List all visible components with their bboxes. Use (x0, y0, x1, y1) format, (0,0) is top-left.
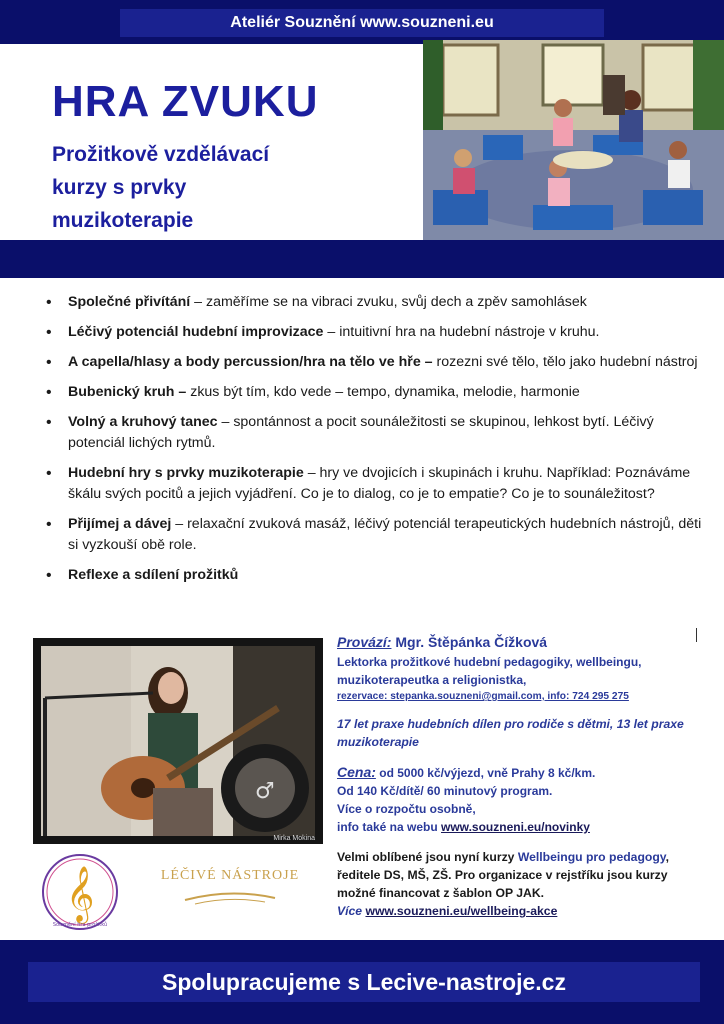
top-banner (0, 0, 724, 44)
lecturer-info (337, 632, 709, 920)
topic-title: Volný a kruhový tanec (68, 414, 218, 430)
price-label: Cena: (337, 764, 376, 780)
topic-title: Přijímej a dávej (68, 516, 172, 532)
topic-text: rozezni své tělo, tělo jako hudební nástroj (432, 354, 698, 370)
hero-blue-band (0, 240, 724, 278)
svg-text:𝄞: 𝄞 (66, 866, 95, 922)
treble-clef-logo-icon (40, 852, 120, 932)
lecturer-role: Lektorka prožitkové hudební pedagogiky, wellbeingu, muzikoterapeutka a religionistka, (337, 655, 642, 687)
subtitle-line: kurzy s prvky (52, 176, 187, 199)
courses-highlight: Wellbeingu pro pedagogy (517, 850, 666, 864)
courses-note (337, 848, 709, 902)
lecturer-line (337, 632, 709, 652)
footer-text: Spolupracujeme s Lecive-nastroje.cz (28, 962, 700, 1002)
courses-prefix: Velmi oblíbené jsou nyní kurzy (337, 850, 518, 864)
novinky-link[interactable]: www.souzneni.eu/novinky (441, 820, 590, 834)
logo-circle-text: Souznění hra prožitků (52, 922, 108, 928)
topic-title: A capella/hlasy a body percussion/hra na tělo ve hře – (68, 354, 433, 370)
topic-title: Bubenický kruh – (68, 384, 187, 400)
lecive-nastroje-text: LÉČIVÉ NÁSTROJE (160, 868, 300, 883)
topic-text: – relaxační zvuková masáž, léčivý potenciál terapeutických hudebních nástrojů, děti si vyzkouší obě role. (68, 516, 702, 553)
topic-text: – spontánnost a pocit sounáležitosti se skupinou, lehkost bytí. Léčivý potenciál lichých rytmů. (68, 414, 654, 451)
list-item (40, 463, 704, 505)
list-item (40, 322, 704, 343)
top-banner-text: Ateliér Souznění www.souzneni.eu (120, 9, 604, 37)
subtitle-line: muzikoterapie (52, 209, 194, 232)
subtitle-line: Prožitkově vzdělávací (52, 143, 270, 166)
list-item (40, 352, 704, 373)
svg-text:♂: ♂ (255, 779, 275, 804)
list-item (40, 292, 704, 313)
topic-text: – intuitivní hra na hudební nástroje v kruhu. (323, 324, 600, 340)
list-item (40, 514, 704, 556)
topic-text: zkus být tím, kdo vede – tempo, dynamika, melodie, harmonie (186, 384, 580, 400)
practice-note: 17 let praxe hudebních dílen pro rodiče s dětmi, 13 let praxe muzikoterapie (337, 717, 684, 749)
list-item (40, 382, 704, 403)
courses-text: , ředitele DS, MŠ, ZŠ. Pro organizace v rejstříku jsou kurzy možné financovat z šablon OP JAK. (337, 850, 670, 900)
more-label: Více (337, 904, 366, 918)
swoosh-icon (160, 858, 300, 918)
page-subtitle (52, 138, 412, 237)
lecturer-photo-illustration (33, 638, 323, 844)
price-line-4-prefix: info také na webu (337, 820, 442, 834)
wellbeing-link[interactable]: www.souzneni.eu/wellbeing-akce (365, 904, 558, 918)
price-line (337, 763, 709, 782)
topic-title: Reflexe a sdílení prožitků (68, 567, 239, 583)
more-line (337, 902, 709, 920)
photo-credit: Mirka Mokina (273, 835, 315, 842)
page-title: HRA ZVUKU (52, 77, 319, 126)
topic-title: Společné přivítání (68, 294, 191, 310)
provazi-label: Provází: (337, 634, 392, 650)
topic-title: Léčivý potenciál hudební improvizace (68, 324, 324, 340)
topic-text: – zaměříme se na vibraci zvuku, svůj dech a zpěv samohlásek (190, 294, 587, 310)
topic-text: – hry ve dvojicích i skupinách i kruhu. Například: Poznáváme škálu svých pocitů a jejich vyjádření. Co je to dialog, co je to empatie? Co je to sounáležitost? (68, 465, 691, 502)
lecive-nastroje-logo (160, 858, 300, 918)
souzneni-logo (40, 852, 120, 932)
list-item (40, 565, 704, 586)
price-line-2: Od 140 Kč/dítě/ 60 minutový program. (337, 784, 553, 798)
workshop-photo-illustration (423, 40, 724, 240)
topic-title: Hudební hry s prvky muzikoterapie (68, 465, 304, 481)
lecturer-photo (33, 638, 323, 844)
price-line-3: Více o rozpočtu osobně, (337, 802, 476, 816)
price-text: od 5000 kč/výjezd, vně Prahy 8 kč/km. (375, 766, 596, 780)
list-item (40, 412, 704, 454)
workshop-photo (423, 40, 724, 240)
contact-line[interactable]: rezervace: stepanka.souzneni@gmail.com, info: 724 295 275 (337, 691, 629, 702)
topics-list (40, 292, 704, 595)
lecturer-name: Mgr. Štěpánka Čížková (395, 634, 548, 650)
price-line-4 (337, 818, 709, 836)
